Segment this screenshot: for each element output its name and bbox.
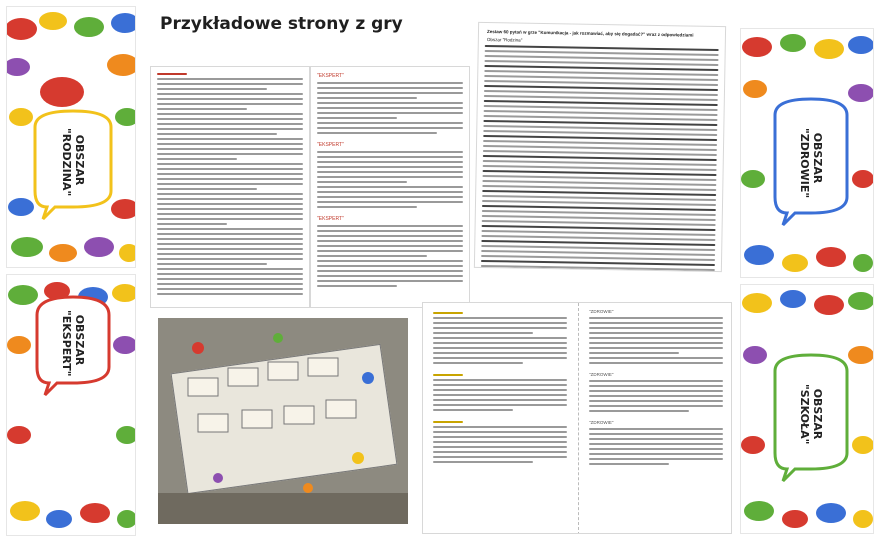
document-page-2 xyxy=(310,66,470,308)
expert-heading-c: "EKSPERT" xyxy=(317,216,344,222)
game-pieces xyxy=(158,318,408,524)
zdrowie-heading-c: "ZDROWIE" xyxy=(589,420,614,425)
card-label: OBSZAR "EKSPERT" xyxy=(60,310,86,377)
card-label: OBSZAR "SZKOŁA" xyxy=(798,384,824,445)
page-title: Przykładowe strony z gry xyxy=(160,14,403,34)
game-photo xyxy=(158,318,408,524)
zdrowie-heading-b: "ZDROWIE" xyxy=(589,372,614,377)
question-cards-page xyxy=(422,302,732,534)
zdrowie-heading-a: "ZDROWIE" xyxy=(589,309,614,314)
card-label: OBSZAR "ZDROWIE" xyxy=(798,128,824,199)
answers-document-subtitle: Obszar "Rodzina" xyxy=(486,37,523,43)
game-card-zdrowie xyxy=(740,28,874,278)
game-card-rodzina xyxy=(6,6,136,268)
expert-heading-a: "EKSPERT" xyxy=(317,73,344,79)
game-card-ekspert xyxy=(6,274,136,536)
game-card-szkola xyxy=(740,284,874,534)
answers-document-title: Zestaw 60 pytań w grze "Komunikacja - jak rozmawiać, aby się dogadać?" wraz z odpowiedziami xyxy=(486,29,694,38)
card-label: OBSZAR "RODZINA" xyxy=(60,128,86,197)
answers-document xyxy=(474,22,726,272)
document-page-1 xyxy=(150,66,310,308)
expert-heading-b: "EKSPERT" xyxy=(317,142,344,148)
